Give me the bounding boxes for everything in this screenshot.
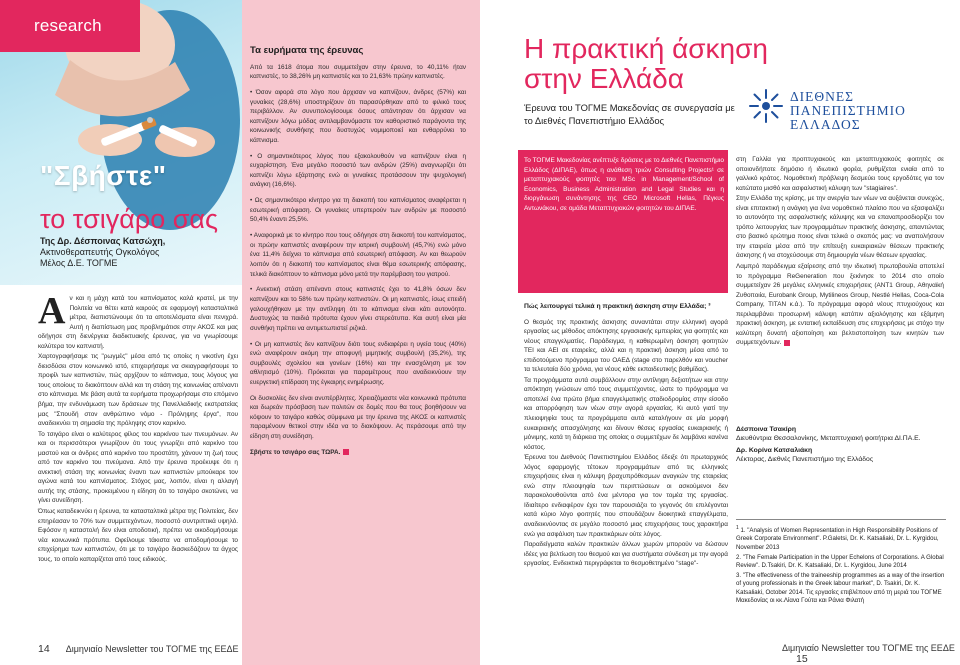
paragraph: Στην Ελλάδα της κρίσης, με την ανεργία των νέων να αυξάνεται συνεχώς, είναι επιτακτική η ανάγκη για ένα νομοθετικό πλαίσιο που να εξασφαλίζει το αυτονόητο της ασφαλιστικής κάλυψης και να επαναπροσδιορίζει τον τρόπο λειτουργίας των προγραμμάτων πρακτικής άσκησης, απαντώντας στο βασικό ερώτημα ποιος είναι τελικά ο σκοπός μας: να αναπολήσουν την εταιρεία μέσα από την επίτευξη ευκαιριακών θέσεων πρακτικής άσκησης ή να στοχεύσουμε στη δημιουργία νέων θέσεων εργασίας. [736, 195, 944, 260]
paragraph: Από τα 1618 άτομα που συμμετείχαν στην έρευνα, το 40,11% ήταν καπνιστές, το 38,26% μη καπνιστές και το 21,63% πρώην καπνιστές. [250, 63, 466, 81]
findings-heading: Τα ευρήματα της έρευνας [250, 45, 364, 56]
paragraph: Έρευνα του Διεθνούς Πανεπιστημίου Ελλάδος έδειξε ότι πρωταρχικός λόγος εφαρμογής τέτοιων προγραμμάτων από τις ελληνικές επιχειρήσεις είναι η κάλυψη βραχυπρόθεσμων αναγκών της εταιρείας ενώ στην πλειοψηφία των περιπτώσεων οι ασκούμενοι δεν παρακολουθούνται από ένα μέντορα για τον τομέα της εργασίας. Ιδιαίτερο ενδιαφέρον έχει τον παρουσιάζει το γεγονός ότι επιλέγονται κατά κύριο λόγο φοιτητές που σπουδάζουν διοικητικά επαγγέλματα, αναδεικνύοντας σε μεγάλο ποσοστό μιας επιχειρήσεις τους χαρακτήρα ενώ για ασφάλιση των πρακτικάριων ούτε λόγος. [524, 454, 728, 538]
university-logo-text: ΔΙΕΘΝΕΣ ΠΑΝΕΠΙΣΤΗΜΙΟ ΕΛΛΑΔΟΣ [790, 89, 906, 132]
left-article-column [38, 290, 238, 565]
paragraph: Όπως καταδεικνύει η έρευνα, τα κατασταλτικά μέτρα της Πολιτείας, δεν επηρέασαν το 70% των συμμετεχόντων, ποσοστό συντριπτικά υψηλό. Εφόσον η καταστολή δεν είναι αποδοτική, πρέπει να οικοδομήσουμε νέα κοινωνικά πρότυπα. Οφείλουμε τάκιστα να αποδομήσουμε το επιχείρημα των καπνιστών, ότι με το τσιγάρο διασκεδάζουν τα άγχος τους, το οποίο καπαρίζεται από τους ειδικούς. [38, 508, 238, 563]
author-membership: Μέλος Δ.Ε. ΤΟΓΜΕ [40, 258, 118, 268]
hero-photo [0, 0, 242, 285]
paragraph: Το τσιγάρο είναι ο καλύτερος φίλος του καρκίνου των πνευμόνων. Αν και οι περισσότεροι γνωρίζουν ότι τους γνωρίζει από καρκίνο του μαστού και οι άνδρες από καρκίνο του προστάτη, χάνουν τη ζωή τους από τον καρκίνο του πνεύμονα. Από την έρευνα προέκυψε ότι η ανεκτική στάση της κοινωνίας έναντι των καπνιστών μπούκαρε τον αγώνα κατά του καπνίσματος. Στόχος μας, λοιπόν, είναι η αλλαγή αυτής της στάσης, προκειμένου η είδηση ότι το τσιγάρο σκοτώνει, να γίνει συνείδηση. [38, 430, 238, 505]
page-number: 14 [38, 643, 50, 655]
intro-highlight-text: Το ΤΟΓΜΕ Μακεδονίας ανέπτυξε δράσεις με το Διεθνές Πανεπιστήμιο Ελλάδος (ΔΙΠΑΕ), όπως η ανάθεση τριών Consulting Projects¹ σε μεταπτυχιακούς φοιτητές του MSc in Management/School of Economics, Business Administration and Legal Studies και η διοργάνωση συνάντησης της CEO Microsoft Hellas, Πέγκυς Αντωνάκου, σε ομάδα Μεταπτυχιακών φοιτητών του ΔΙΠΑΕ. [524, 157, 724, 212]
footnote: 2. "The Female Participation in the Upper Echelons of Corporations. A Global Review". D.Tsakiri, Dr. K. Katsaliaki, Dr. L. Kyrgidou, June 2014 [736, 553, 944, 570]
author-name: Της Δρ. Δέσποινας Κατσώχη, [40, 236, 166, 246]
bullet-item: • Ανεκτική στάση απέναντι στους καπνιστές έχει το 41,8% όσων δεν καπνίζουν και το 58% των πρώην καπνιστών. Οι μη καπνιστές, ίσως επειδή γαλουχήθηκαν με την αντίληψη ότι το κάπνισμα είναι κάτι αυτονόητο. Δυστυχώς τα παιδιά πρότυπα έχουν γίνει στερεότυπα. Και αυτή είναι μία συνθήκη πρέπει να αντιμετωπιστεί ριζικά. [250, 286, 466, 332]
paragraph: Ο θεσμός της πρακτικής άσκησης συναντάται στην ελληνική αγορά εργασίας ως μέθοδος απόκτησης εργασιακής εμπειρίας για φοιτητές και νέους επαγγελματίες. Παράδειγμα, η καθιερωμένη άσκηση φοιτητών ΤΕΙ και ΑΕΙ σε εταιρείες, αλλά και η πρακτική άσκηση μέσα από το επιδοτούμενο πρόγραμμα του ΟΑΕΔ (stage στο παρελθόν και voucher τα τελευταία δύο χρόνια, για νέους κάθε εκπαιδευτικής βαθμίδας). [524, 318, 728, 374]
right-article-title: Η πρακτική άσκηση στην Ελλάδα [524, 33, 768, 94]
section-tag: research [0, 0, 140, 52]
section-heading: Πώς λειτουργεί τελικά η πρακτική άσκηση στην Ελλάδα; ³ [524, 303, 711, 310]
bullet-item: • Οι μη καπνιστές δεν καπνίζουν διότι τους ενδιαφέρει η υγεία τους (40%) ενώ αναφέρουν ακόμη την αποφυγή μιμητικής συμβουλή (35,2%), της συμβουλές σχολείου και γονέων (16%) και την ενασχόληση με τον αθλητισμό (10%). Πρόκειται για παραμέτρους που αναδεικνύουν την ευεργετική επίδραση της έγκαιρης ενημέρωσης. [250, 340, 466, 386]
article-authors [736, 425, 946, 467]
newsletter-name: Διμηνιαίο Newsletter του ΤΟΓΜΕ της ΕΕΔΕ [782, 643, 955, 653]
author-name: Δρ. Κορίνα Κατσαλιάκη [736, 446, 813, 454]
article-title-line2: το τσιγάρο σας [40, 204, 219, 234]
footnotes [736, 519, 946, 607]
paragraph: Οι δυσκολίες δεν είναι ανυπέρβλητες. Χρειαζόμαστε νέα κοινωνικά πρότυπα και δωρεάν πρόσβαση των πολιτών σε δομές που θα τους βοηθήσουν να κόψουν το τσιγάρο καθώς σύμφωνα με την έρευνα της ΑΚΟΣ οι καπνιστές παραμένουν θετικοί στην ιδέα να το διακόψουν. Ας περάσουμε από την είδηση στη συνείδηση. [250, 394, 466, 440]
author-name: Δέσποινα Τσακίρη [736, 426, 797, 433]
author-role: Διευθύντρια Θεσσαλονίκης, Μεταπτυχιακή φοιτήτρια ΔΙ.ΠΑ.Ε. [736, 435, 921, 443]
footnote: 3. "The effectiveness of the traineeship programmes as a way of the insertion of young professionals in the Greek labour market", D. Tsakiri, Dr. K. Katsaliaki, October 2014. Τις εργασίες επιβλέπουν από τη μεριά του ΤΟΓΜΕ Μακεδονίας οι κκ.Λίανα Γούτα και Ράνια Φιλατή [736, 572, 945, 605]
bullet-item: • Ως σημαντικότερο κίνητρο για τη διακοπή του καπνίσματος αναφέρεται η εσωτερική απόφαση. Οι γυναίκες υπερτερούν των ανδρών με ποσοστό 50,4% έναντι 25,5%. [250, 197, 466, 224]
left-folio [38, 643, 239, 655]
right-article-column-2 [736, 155, 944, 349]
article-byline [40, 236, 165, 269]
paragraph: Αν και η μάχη κατά του καπνίσματος καλά κρατεί, με την Πολιτεία να θέτει κατά καιρούς σε εφαρμογή κατασταλτικά μέτρα, διαπιστώνουμε ότι τα αποτελέσματα είναι πενιχρά. Αυτή η διαπίστωση μας προβλημάτισε στην ΑΚΟΣ και μας οδήγησε στη διενέργεια διαδικτυακής έρευνας, για να γνωρίσουμε καλύτερα τον καπνιστή. [38, 290, 238, 350]
paragraph: Λαμπρό παράδειγμα εξαίρεσης από την ιδιωτική πρωτοβουλία αποτελεί το πρόγραμμα ReGeneration που ξεκίνησε το 2014 στο οποίο συμμετείχαν 26 μεγάλες ελληνικές επιχειρήσεις (ΑΝΤ1 Group, Αθηναϊκή Ζυθοποιία, Eurobank Group, Mytilineos Group, Nestlé Hellas, Coca-Cola Company, TITAN κ.ά.). Το πρόγραμμα αφορά νέους πτυχιούχους και περιλαμβάνει προσωρινή κάλυψη κατόπιν αξιολόγησης και εξάμηνη πρακτική άσκηση, με εντατική εκπαίδευση στις επιχειρήσεις με στόχο την καλύτερη δυνατή αξιοποίηση και βελτιστοποίηση των κινητών των συμμετεχόντων. [736, 263, 944, 347]
paragraph: Παραδείγματα καλών πρακτικών άλλων χωρών μπορούν να δώσουν ιδέες για βελτίωση του θεσμού και για συστήματα σύνδεση με την αγορά εργασίας. Ενδεικτικά περιγράφεται το θεσμοθετημένο "stage"- [524, 541, 728, 568]
paragraph: στη Γαλλία για προπτυχιακούς και μεταπτυχιακούς φοιτητές σε οποιονδήποτε δημόσιο ή ιδιωτικό φορέα, ρυθμίζεται ενιαία από το γαλλικό κράτος. Νομοθετική πρόβλεψη δεσμεύει τους εργοδότες για τον κατώτατο μισθό και ασφαλιστική κάλυψη των "stagiaires". [736, 156, 944, 192]
article-title-line1: "Σβήστε" [40, 160, 167, 191]
right-folio [782, 643, 960, 665]
footnote: $^1$ 1. "Analysis of Women Representation in High Responsibility Positions of Greek Corporate Environment". P.Galetsi, Dr. K. Katsaliaki, Dr. L. Kyrgidou, November 2013 [736, 525, 939, 551]
end-mark-icon [343, 449, 349, 455]
page-number: 15 [796, 653, 808, 665]
closing-line: Σβήστε το τσιγάρο σας ΤΩΡΑ. [250, 448, 466, 458]
university-logo-icon [746, 86, 786, 126]
paragraph: Τα προγράμματα αυτά συμβάλλουν στην αντίληψη δεξιοτήτων και στην απόκτηση γνώσεων από τους συμμετέχοντες, ώστε το πρόγραμμα να αποτελεί ένα πρώτο βήμα επαγγελματικής σταδιοδρομίας στην είσοδο και απορρόφηση των νέων στην αγορά εργασίας. Κι αυτό γιατί την πλειοψηφία τους τα προγράμματα αυτά καταλήγουν σε μία μορφή ευκαιριακής απασχόλησης και δίνουν θέσεις εργασίας ευκαιριακής ή μόνιμης, κατά τη διάρκεια της οποίας ο συμμετέχων δε λαμβάνει κανένα κόστος. [524, 376, 728, 451]
end-mark-icon [784, 340, 790, 346]
drop-cap: Α [38, 290, 66, 332]
bullet-item: • Όσον αφορά στο λόγο που άρχισαν να καπνίζουν, άνδρες (57%) και γυναίκες (28,6%) υποστηρίζουν ότι παρασύρθηκαν από το φιλικό τους περιβάλλον. Αν συνυπολογίσουμε όσους απάντησαν ότι άρχισαν να καπνίζουν λόγω μόδας αντιλαμβανόμαστε τον καθοριστικό παράγοντα της κοινωνικής συνθήκης που δυστυχώς νομιμοποιεί και ενθαρρύνει το κάπνισμα. [250, 89, 466, 144]
right-article-subtitle: Έρευνα του ΤΟΓΜΕ Μακεδονίας σε συνεργασία με το Διεθνές Πανεπιστήμιο Ελλάδος [524, 102, 735, 126]
footnote-divider [736, 519, 946, 520]
author-role: Ακτινοθεραπευτής Ογκολόγος [40, 247, 160, 257]
paragraph: Χαρτογραφήσαμε τις "ρωγμές" μέσα από τις οποίες η νικοτίνη έχει διεισδύσει στον κοινωνικό ιστό, επιχειρήσαμε να σκιαγραφήσουμε το προφίλ των καπνιστών, πώς αρχίζουν το κάπνισμα, τους λόγους για τους οποίους το διακόπτουν αλλά και τη στάση της κοινωνίας απέναντι στο κάπνισμα. Με βάση αυτά τα ευρήματα προχωρήσαμε στο επόμενο βήμα, την ενδυνάμωση των δράσεων της Πανελλαδικής εκστρατείας μας "Σπουδή στον ανθρώπινο νόμο - Πρόληψης έργα", που αναδεικνύει τη σημασία της πρόληψης στον καρκίνο. [38, 353, 238, 428]
bullet-item: • Αναφορικά με το κίνητρο που τους οδήγησε στη διακοπή του καπνίσματος, οι πρώην καπνιστές αναφέρουν την ιατρική συμβουλή (45,7%) ενώ μόνο ένα 11,4% δείχνει το κάπνισμα από εσωτερική απόφαση. Αν και θεωρούν λοιπόν ότι η διακοπή του καπνίσματος είναι θέμα εσωτερικής απόφασης, τελικά διακόπτουν το κάπνισμα μόνο μετά την παρέμβαση του γιατρού. [250, 232, 466, 278]
author-role: Λέκτορας, Διεθνές Πανεπιστήμιο της Ελλάδος [736, 456, 874, 464]
findings-column [250, 46, 466, 464]
footnote-marker: 1 [736, 525, 739, 531]
newsletter-name: Διμηνιαίο Newsletter του ΤΟΓΜΕ της ΕΕΔΕ [65, 644, 239, 654]
bullet-item: • Ο σημαντικότερος λόγος που εξακολουθούν να καπνίζουν είναι η ευχαρίστηση. Ένα μεγάλο ποσοστό των ανδρών (25%) αναγνωρίζει ότι καπνίζει λόγω εξάρτησης ενώ οι γυναίκες προτάσσουν την ψυχολογική ανάγκη (16,6%). [250, 152, 466, 189]
right-article-column-1 [524, 302, 728, 570]
